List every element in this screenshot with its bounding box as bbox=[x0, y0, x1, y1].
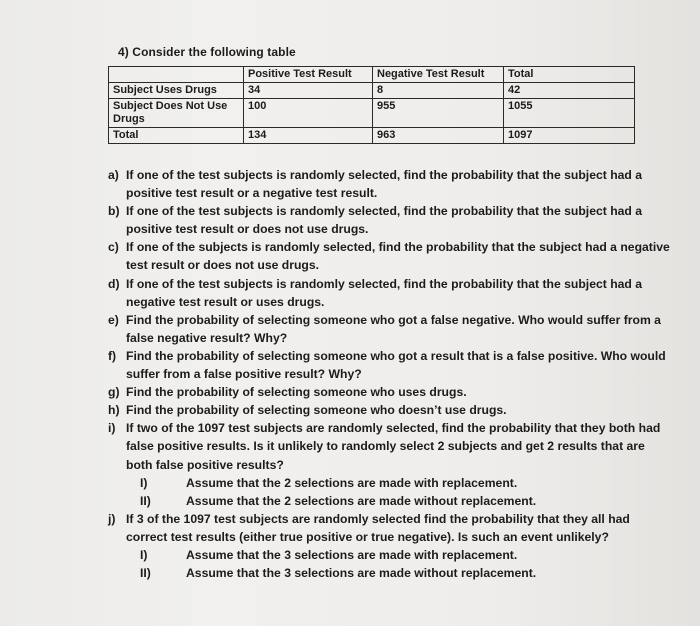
table-cell: 34 bbox=[244, 83, 373, 99]
table-cell: 955 bbox=[373, 99, 504, 128]
table-row bbox=[109, 128, 635, 144]
question-item bbox=[100, 311, 670, 347]
sub-question-item bbox=[100, 546, 670, 564]
question-item bbox=[100, 347, 670, 383]
table-header-row bbox=[109, 67, 635, 83]
question-item bbox=[100, 401, 670, 419]
table-cell: 1055 bbox=[504, 99, 635, 128]
sub-question-text: Assume that the 3 selections are made without replacement. bbox=[186, 566, 537, 581]
sub-question-text: Assume that the 2 selections are made with replacement. bbox=[186, 475, 518, 490]
sub-question-item bbox=[100, 474, 670, 492]
question-list bbox=[100, 166, 670, 582]
question-text: If one of the test subjects is randomly selected, find the probability that the subject had a negative test result or uses drugs. bbox=[126, 276, 643, 309]
question-label: g) bbox=[108, 385, 120, 400]
question-label: a) bbox=[108, 168, 119, 182]
sub-question-text: Assume that the 3 selections are made with replacement. bbox=[186, 547, 518, 562]
table-cell: 1097 bbox=[504, 128, 635, 144]
question-text: If one of the test subjects is randomly selected, find the probability that the subject had a positive test result or a negative test result. bbox=[126, 168, 643, 201]
question-text: If 3 of the 1097 test subjects are randomly selected find the probability that they all had correct test results (either true positive or true negative). Is such an event unlikely? bbox=[126, 511, 630, 544]
table-header-cell bbox=[109, 67, 244, 83]
table-row bbox=[109, 99, 635, 128]
question-item bbox=[100, 238, 670, 274]
table-cell: Subject Does Not Use Drugs bbox=[109, 99, 244, 128]
table-row bbox=[109, 83, 635, 99]
table-cell: Subject Uses Drugs bbox=[109, 83, 244, 99]
sub-question-item bbox=[100, 564, 670, 582]
question-item bbox=[100, 275, 670, 311]
sub-question-label: II) bbox=[140, 493, 151, 508]
question-text: If two of the 1097 test subjects are randomly selected, find the probability that they both had false positive results. Is it unlikely to randomly select 2 subjects and get 2 results that are both false positive results? bbox=[126, 421, 661, 472]
question-label: h) bbox=[108, 403, 120, 418]
sub-question-text: Assume that the 2 selections are made without replacement. bbox=[186, 493, 537, 508]
table-cell: 100 bbox=[244, 99, 373, 128]
table-header-cell: Total bbox=[504, 67, 635, 83]
question-label: b) bbox=[108, 204, 120, 219]
question-text: If one of the subjects is randomly selected, find the probability that the subject had a negative test result or does not use drugs. bbox=[126, 240, 670, 273]
table-cell: 42 bbox=[504, 83, 635, 99]
table-cell: 8 bbox=[373, 83, 504, 99]
question-text: Find the probability of selecting someone who got a result that is a false positive. Who would suffer from a false positive result? Why? bbox=[126, 348, 666, 382]
question-label: f) bbox=[108, 348, 117, 363]
question-label: c) bbox=[108, 240, 119, 255]
question-label: i) bbox=[108, 421, 116, 436]
table-header-cell: Negative Test Result bbox=[373, 67, 504, 83]
question-text: If one of the test subjects is randomly selected, find the probability that the subject had a positive test result or does not use drugs. bbox=[126, 204, 643, 237]
question-label: e) bbox=[108, 312, 119, 327]
question-label: j) bbox=[108, 511, 116, 526]
table-cell: Total bbox=[109, 128, 244, 144]
question-label: d) bbox=[108, 276, 120, 291]
question-heading: 4) Consider the following table bbox=[118, 45, 296, 59]
question-text: Find the probability of selecting someone who uses drugs. bbox=[126, 385, 467, 400]
sub-question-label: II) bbox=[140, 566, 151, 581]
table-cell: 134 bbox=[244, 128, 373, 144]
question-text: Find the probability of selecting someone who doesn’t use drugs. bbox=[126, 403, 507, 418]
sub-question-item bbox=[100, 492, 670, 510]
table-header-cell: Positive Test Result bbox=[244, 67, 373, 83]
question-item bbox=[100, 419, 670, 473]
question-item bbox=[100, 166, 670, 202]
question-text: Find the probability of selecting someone who got a false negative. Who would suffer from a false negative result? Why? bbox=[126, 312, 661, 345]
question-item bbox=[100, 383, 670, 401]
sub-question-label: I) bbox=[140, 475, 148, 490]
question-item bbox=[100, 202, 670, 238]
question-item bbox=[100, 510, 670, 546]
drug-test-table bbox=[108, 66, 635, 144]
table-cell: 963 bbox=[373, 128, 504, 144]
sub-question-label: I) bbox=[140, 547, 148, 562]
